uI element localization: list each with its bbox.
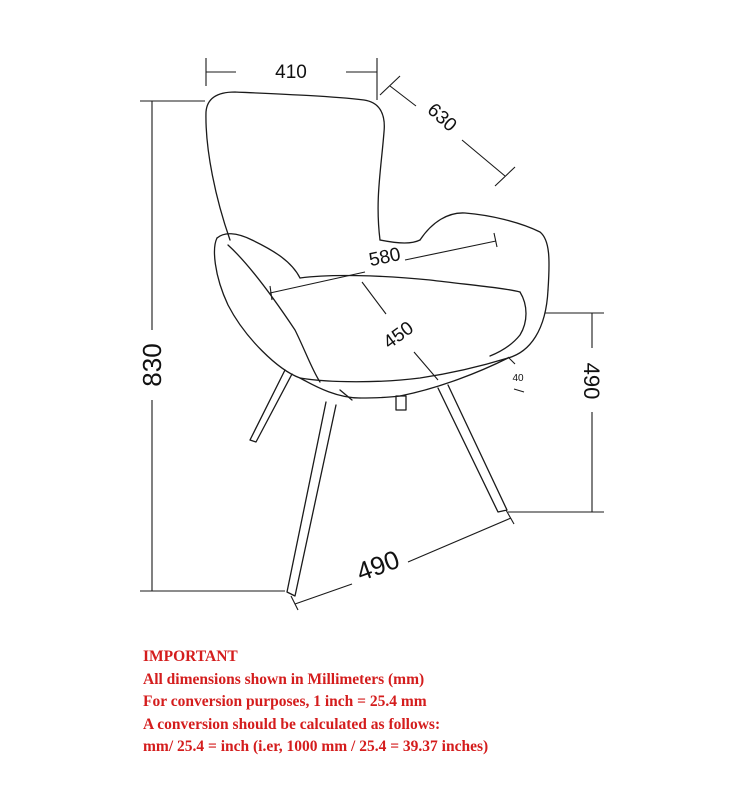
chair-seat-edge — [380, 240, 420, 243]
conversion-notes — [143, 646, 723, 759]
chair-backrest — [206, 92, 384, 240]
chair-leg-front-left — [287, 402, 336, 596]
dimension-lines — [140, 58, 604, 610]
dim-label-seat-depth: 450 — [379, 317, 418, 354]
dim-label-base-width: 490 — [352, 544, 404, 588]
chair-seat-front — [300, 358, 508, 382]
notes-line-3: A conversion should be calculated as follows: — [143, 715, 441, 733]
notes-line-2: For conversion purposes, 1 inch = 25.4 mm — [143, 693, 427, 711]
dim-label-seat-thickness: 40 — [512, 373, 524, 384]
chair-seat-right-rim — [490, 292, 526, 356]
notes-line-4: mm/ 25.4 = inch (i.er, 1000 mm / 25.4 = 39.37 inches) — [143, 738, 489, 756]
dim-label-overall-height: 830 — [137, 343, 167, 387]
chair-leg-back-right — [340, 390, 352, 400]
chair-outline — [206, 92, 549, 596]
chair-seat-top — [300, 276, 520, 292]
dim-label-back-width: 410 — [275, 62, 307, 83]
notes-heading: IMPORTANT — [143, 648, 238, 665]
chair-leg-back-left — [250, 370, 292, 442]
chair-swivel-post — [396, 396, 406, 410]
chair-right-arm — [420, 213, 549, 290]
chair-left-arm — [217, 234, 300, 278]
notes-line-1: All dimensions shown in Millimeters (mm) — [143, 670, 425, 688]
chair-leg-front-right — [438, 385, 507, 512]
dim-label-seat-height: 490 — [579, 362, 604, 400]
dim-label-depth: 630 — [422, 99, 461, 137]
dim-label-seat-width: 580 — [367, 244, 403, 272]
